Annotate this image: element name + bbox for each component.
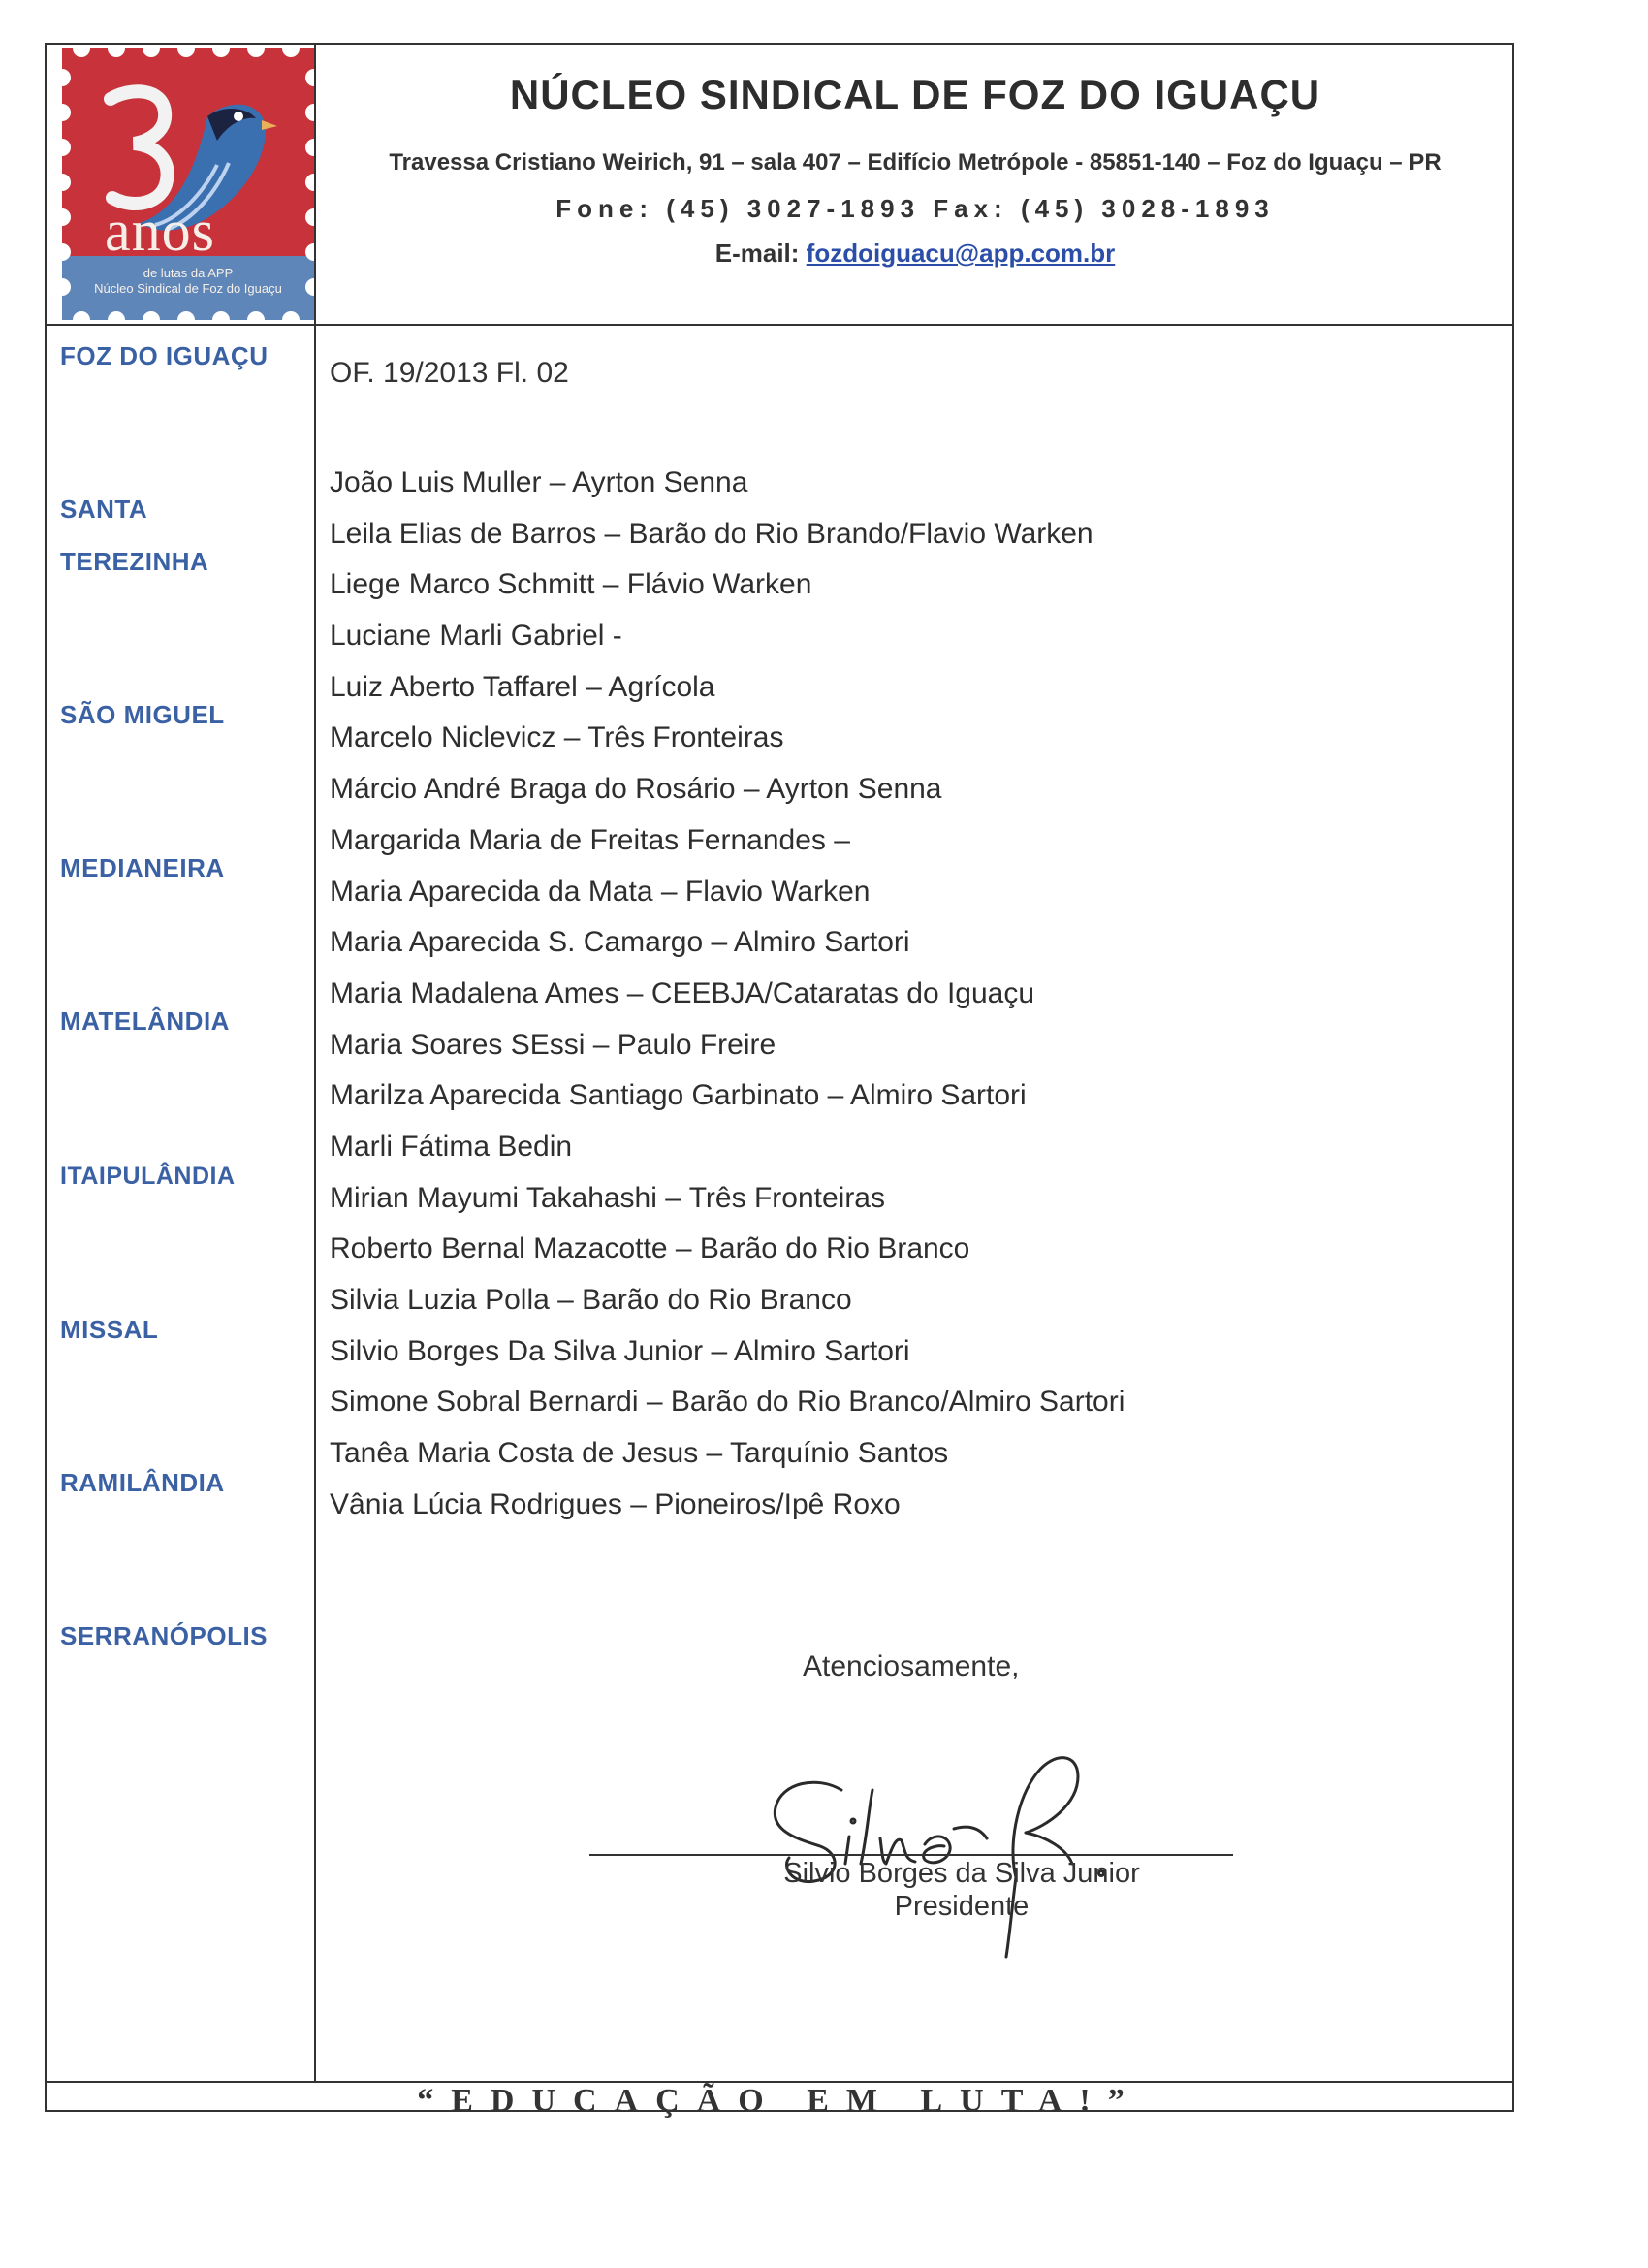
list-item: Roberto Bernal Mazacotte – Barão do Rio Branco <box>330 1232 970 1265</box>
list-item: Marli Fátima Bedin <box>330 1130 573 1163</box>
sidebar-city-terezinha: TEREZINHA <box>60 547 209 576</box>
document-reference: OF. 19/2013 Fl. 02 <box>330 357 569 389</box>
list-item: Marcelo Niclevicz – Três Fronteiras <box>330 721 784 754</box>
handwritten-signature <box>725 1732 1171 1965</box>
list-item: Margarida Maria de Freitas Fernandes – <box>330 823 850 856</box>
organization-phone: Fone: (45) 3027-1893 Fax: (45) 3028-1893 <box>555 194 1275 223</box>
list-item: Tanêa Maria Costa de Jesus – Tarquínio Santos <box>330 1437 949 1470</box>
list-item: Silvia Luzia Polla – Barão do Rio Branco <box>330 1284 852 1316</box>
list-item: Vânia Lúcia Rodrigues – Pioneiros/Ipê Roxo <box>330 1487 901 1520</box>
sidebar-city-itaipulandia: ITAIPULÂNDIA <box>60 1163 236 1190</box>
list-item: Maria Aparecida S. Camargo – Almiro Sartori <box>330 926 910 959</box>
signer-role: Presidente <box>894 1891 1030 1922</box>
list-item: Silvio Borges Da Silva Junior – Almiro Sartori <box>330 1334 910 1367</box>
logo-anos-text: anos <box>105 199 215 263</box>
logo-subtitle-1: de lutas da APP <box>143 266 234 280</box>
sidebar-city-missal: MISSAL <box>60 1315 159 1344</box>
list-item: Simone Sobral Bernardi – Barão do Rio Branco/Almiro Sartori <box>330 1386 1125 1419</box>
sidebar-city-sao-miguel: SÃO MIGUEL <box>60 700 225 729</box>
sidebar-city-serranopolis: SERRANÓPOLIS <box>60 1621 269 1650</box>
list-item: Luiz Aberto Taffarel – Agrícola <box>330 670 715 703</box>
organization-title: NÚCLEO SINDICAL DE FOZ DO IGUAÇU <box>509 72 1321 117</box>
email-link[interactable]: fozdoiguacu@app.com.br <box>806 239 1116 268</box>
signer-name: Silvio Borges da Silva Junior <box>783 1858 1140 1889</box>
letter-frame <box>45 43 1514 2119</box>
email-label: E-mail: <box>714 239 800 268</box>
column-divider <box>314 45 316 2081</box>
list-item: João Luis Muller – Ayrton Senna <box>330 466 748 498</box>
list-item: Liege Marco Schmitt – Flávio Warken <box>330 568 812 601</box>
anniversary-logo <box>62 48 314 320</box>
list-item: Márcio André Braga do Rosário – Ayrton Senna <box>330 773 942 806</box>
list-item: Maria Aparecida da Mata – Flavio Warken <box>330 875 871 908</box>
sidebar-city-foz-do-iguacu: FOZ DO IGUAÇU <box>60 341 269 370</box>
sidebar-city-santa: SANTA <box>60 495 148 524</box>
organization-address: Travessa Cristiano Weirich, 91 – sala 407 – Edifício Metrópole - 85851-140 – Foz do Iguaçu – PR <box>389 149 1442 176</box>
list-item: Mirian Mayumi Takahashi – Três Fronteiras <box>330 1181 885 1214</box>
list-item: Maria Soares SEssi – Paulo Freire <box>330 1028 776 1061</box>
logo-subtitle-2: Núcleo Sindical de Foz do Iguaçu <box>94 281 282 296</box>
sidebar-city-ramilandia: RAMILÂNDIA <box>60 1468 225 1497</box>
sidebar-city-medianeira: MEDIANEIRA <box>60 853 225 882</box>
list-item: Leila Elias de Barros – Barão do Rio Brando/Flavio Warken <box>330 517 1093 550</box>
list-item: Luciane Marli Gabriel - <box>330 620 622 653</box>
signature-line <box>589 1854 1233 1856</box>
list-item: Maria Madalena Ames – CEEBJA/Cataratas do Iguaçu <box>330 976 1035 1009</box>
list-item: Marilza Aparecida Santiago Garbinato – Almiro Sartori <box>330 1079 1027 1112</box>
sidebar-city-matelandia: MATELÂNDIA <box>60 1006 230 1036</box>
header-divider <box>47 324 1512 326</box>
member-list <box>330 458 1125 1530</box>
closing-salutation: Atenciosamente, <box>803 1650 1020 1682</box>
footer-motto: “EDUCAÇÃO EM LUTA!” <box>417 2083 1142 2119</box>
organization-email <box>314 239 1516 269</box>
